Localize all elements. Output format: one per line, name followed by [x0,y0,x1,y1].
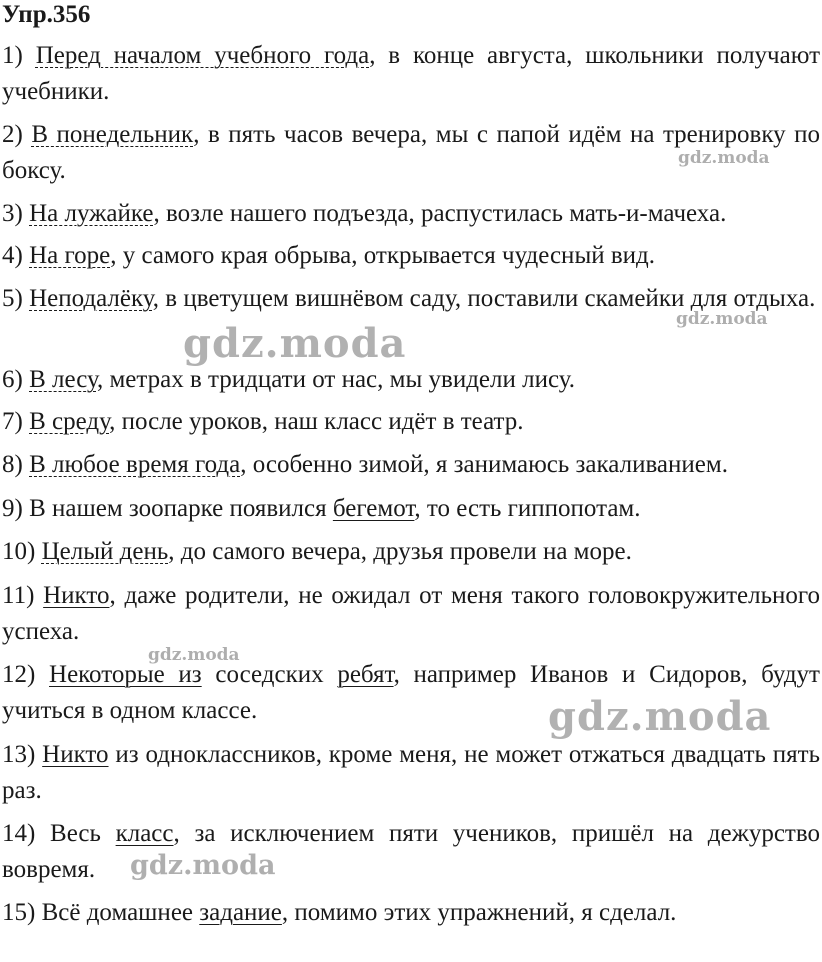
sentence-number: 4) [2,242,23,269]
subject: ребят [337,661,394,688]
sentence-10 [2,534,820,570]
exercise-title: Упр.356 [2,1,91,28]
sentence-number: 1) [2,42,23,69]
watermark: gdz.moda [183,320,407,367]
sentence-text: , до самого вечера, друзья провели на море. [168,538,632,565]
sentence-text: из одноклассников, кроме меня, не может отжаться двадцать пять раз. [2,741,820,804]
watermark: gdz.moda [548,693,772,740]
sentence-text: соседских [201,661,338,688]
adverbial: В понедельник [31,121,194,148]
sentence-1 [2,38,820,110]
sentence-number: 3) [2,200,23,227]
sentence-text: , у самого края обрыва, открывается чудесный вид. [110,242,656,269]
sentence-9 [2,491,820,527]
sentence-4 [2,238,820,274]
watermark: gdz.moda [130,850,276,881]
sentence-text: Весь [50,820,116,847]
sentence-number: 8) [2,451,23,478]
subject: бегемот [332,495,415,522]
sentence-15 [2,895,820,931]
subject: класс [115,820,174,847]
sentence-text: , за исключением пяти учеников, пришёл на дежурство вовремя. [2,820,820,883]
sentence-number: 7) [2,408,23,435]
sentence-number: 15) [2,899,36,926]
sentence-text: , то есть гиппопотам. [414,495,641,522]
sentence-8 [2,447,820,483]
adverbial: Целый день [41,538,169,565]
sentence-13 [2,737,820,809]
sentence-11 [2,578,820,650]
watermark: gdz.moda [676,309,768,329]
sentence-5 [2,281,820,317]
sentence-14 [2,816,820,888]
sentence-text: , возле нашего подъезда, распустилась мать-и-мачеха. [153,200,727,227]
adverbial: В любое время года [29,451,241,478]
adverbial: Неподалёку [29,285,153,312]
sentence-text: , например Иванов и Сидоров, будут учиться в одном классе. [2,661,820,724]
sentence-3 [2,196,820,232]
sentence-number: 5) [2,285,23,312]
sentence-2 [2,117,820,189]
sentence-12 [2,657,820,729]
sentence-number: 14) [2,820,36,847]
subject: задание [199,899,282,926]
sentence-text: , метрах в тридцати от нас, мы увидели лису. [96,366,575,393]
sentence-text: , даже родители, не ожидал от меня такого головокружительного успеха. [2,582,821,645]
sentence-text: Всё домашнее [41,899,200,926]
subject: Некоторые из [49,661,202,688]
adverbial: В среду [29,408,110,435]
adverbial: В лесу [29,366,97,393]
sentence-text: , помимо этих упражнений, я сделал. [281,899,677,926]
subject: Никто [42,741,109,768]
sentence-text: , в цветущем вишнёвом саду, поставили скамейки для отдыха. [152,285,816,312]
adverbial: На горе [29,242,111,269]
sentence-text: , в конце августа, школьники получают учебники. [2,42,821,105]
sentence-text: В нашем зоопарке появился [29,495,333,522]
watermark: gdz.moda [148,645,240,665]
sentence-7 [2,404,820,440]
watermark: gdz.moda [678,148,770,168]
sentence-6 [2,362,820,398]
sentence-number: 9) [2,495,23,522]
sentence-number: 6) [2,366,23,393]
sentence-text: , после уроков, наш класс идёт в театр. [109,408,524,435]
sentence-number: 11) [2,582,35,609]
sentence-number: 12) [2,661,36,688]
subject: Никто [43,582,110,609]
sentence-number: 13) [2,741,36,768]
adverbial: Перед началом учебного года [35,42,370,69]
sentence-number: 2) [2,121,23,148]
sentence-text: , особенно зимой, я занимаюсь закаливанием. [240,451,728,478]
adverbial: На лужайке [29,200,154,227]
sentence-text: , в пять часов вечера, мы с папой идём на тренировку по боксу. [2,121,821,184]
sentence-number: 10) [2,538,36,565]
